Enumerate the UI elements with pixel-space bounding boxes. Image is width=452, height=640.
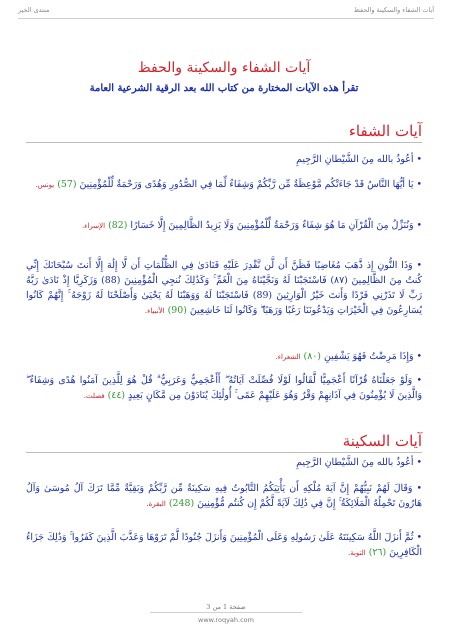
section-divider xyxy=(26,452,422,453)
page-title: آيات الشفاء والسكينة والحفظ xyxy=(137,60,311,76)
footer-site-link[interactable]: www.roqyah.com xyxy=(198,616,254,624)
header-left-text: منتدى الخير xyxy=(18,6,50,14)
header-right-text: آيات الشفاء والسكينة والحفظ xyxy=(353,6,434,14)
page-header xyxy=(18,6,434,18)
section-title-sakina: آيات السكينة xyxy=(342,432,422,450)
section-divider xyxy=(26,142,422,143)
ayah-item: • وَلَوْ جَعَلْنَاهُ قُرْآنًا أَعْجَمِيًّا لَّقَالُوا لَوْلَا فُصِّلَتْ آيَاتُهُ ۖ أَأَعْجَمِيٌّ وَعَرَبِيٌّ ۗ قُلْ هُوَ لِلَّذِينَ آمَنُوا هُدًى وَشِفَاءٌ ۖ وَالَّذِينَ لَا يُؤْمِنُونَ فِي آذَانِهِمْ وَقْرٌ وَهُوَ عَلَيْهِمْ عَمًى ۚ أُولَٰئِكَ يُنَادَوْنَ مِن مَّكَانٍ بَعِيدٍ (٤٤) فصلت. xyxy=(26,375,422,401)
section-title-shifa: آيات الشفاء xyxy=(348,122,422,140)
ayah-item: • يَا أيُّهَا النَّاسُ قَدْ جَاءَتْكُم مَّوْعِظَةٌ مِّن رَّبِّكُمْ وَشِفَاءٌ لِّمَا فِي الصُّدُورِ وَهُدًى وَرَحْمَةٌ لِّلْمُؤْمِنِينَ (57) يونس. xyxy=(35,179,422,190)
ayah-item: • أعُوذُ بالله مِنَ الشَّيْطانِ الرَّجِيمِ xyxy=(296,457,422,468)
ayah-item: • وَقَالَ لَهُمْ نَبِيُّهُمْ إِنَّ آيَةَ مُلْكِهِ أَن يَأْتِيَكُمُ التَّابُوتُ فِيهِ سَكِينَةٌ مِّن رَّبِّكُمْ وَبَقِيَّةٌ مِّمَّا تَرَكَ آلُ مُوسَىٰ وَآلُ هَارُونَ تَحْمِلُهُ الْمَلَائِكَةُ ۚ إِنَّ فِي ذَٰلِكَ لَآيَةً لَّكُمْ إِن كُنتُم مُّؤْمِنِينَ (248) البقرة. xyxy=(26,483,422,509)
ayah-item: • وَذَا النُّونِ إِذ ذَّهَبَ مُغَاضِبًا فَظَنَّ أَن لَّن نَّقْدِرَ عَلَيْهِ فَنَادَىٰ فِي الظُّلُمَاتِ أَن لَّا إِلَٰهَ إِلَّا أَنتَ سُبْحَانَكَ إِنِّي كُنتُ مِنَ الظَّالِمِينَ (٨٧) فَاسْتَجَبْنَا لَهُ وَنَجَّيْنَاهُ مِنَ الْغَمِّ ۚ وَكَذَٰلِكَ نُنجِي الْمُؤْمِنِينَ (88) وَزَكَرِيَّا إِذْ نَادَىٰ رَبَّهُ رَبِّ لَا تَذَرْنِي فَرْدًا وَأَنتَ خَيْرُ الْوَارِثِينَ (89) فَاسْتَجَبْنَا لَهُ وَوَهَبْنَا لَهُ يَحْيَىٰ وَأَصْلَحْنَا لَهُ زَوْجَهُ ۚ إِنَّهُمْ كَانُوا يُسَارِعُونَ فِي الْخَيْرَاتِ وَيَدْعُونَنَا رَغَبًا وَرَهَبًا ۖ وَكَانُوا لَنَا خَاشِعِينَ (90) الأنبياء. xyxy=(26,260,422,316)
ayah-item: • وَنُنَزِّلُ مِنَ الْقُرْآنِ مَا هُوَ شِفَاءٌ وَرَحْمَةٌ لِّلْمُؤْمِنِينَ وَلَا يَزِيدُ الظَّالِمِينَ إِلَّا خَسَارًا (82) الإسراء. xyxy=(81,220,422,231)
ayah-item: • أعُوذُ بالله مِنَ الشَّيْطانِ الرَّجِيمِ xyxy=(296,154,422,165)
footer-divider xyxy=(150,612,302,613)
page-subtitle: تقرأ هذه الآيات المختارة من كتاب الله بعد الرقية الشرعية العامة xyxy=(89,83,359,94)
ayah-item: • وَإِذَا مَرِضْتُ فَهُوَ يَشْفِينِ (٨٠) الشعراء. xyxy=(275,351,422,362)
ayah-item: • ثُمَّ أَنزَلَ اللَّهُ سَكِينَتَهُ عَلَىٰ رَسُولِهِ وَعَلَى الْمُؤْمِنِينَ وَأَنزَلَ جُنُودًا لَّمْ تَرَوْهَا وَعَذَّبَ الَّذِينَ كَفَرُوا ۚ وَذَٰلِكَ جَزَاءُ الْكَافِرِينَ (٢٦) التوبة. xyxy=(26,532,423,558)
page-number: صفحة 1 من 3 xyxy=(206,603,246,611)
header-divider xyxy=(18,18,434,19)
